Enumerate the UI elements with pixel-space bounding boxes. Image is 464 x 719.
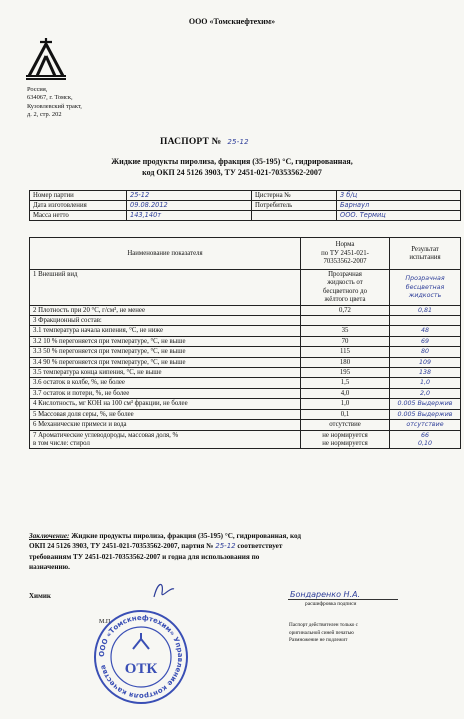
table-row [30, 336, 461, 346]
row-result: 48 [390, 326, 461, 336]
row-name: 5 Массовая доля серы, %, не более [30, 409, 301, 419]
col-header-result: Результат испытания [390, 238, 461, 270]
table-row [30, 316, 461, 326]
row-name: 7 Ароматические углеводороды, массовая доля, % в том числе: стирол [30, 430, 301, 449]
validity-note: Паспорт действителен только с оригинальной синей печатью Размножение не подлежит [289, 622, 358, 644]
chemist-label: Химик [29, 592, 51, 600]
row-result: 0.005 Выдержив [390, 409, 461, 419]
row-norm: отсутствие [301, 420, 390, 430]
row-name: 3.7 остаток и потери, %, не более [30, 388, 301, 398]
signature-line [288, 599, 398, 600]
row-result: 1,0 [390, 378, 461, 388]
company-address: Россия, 634067, г. Томск, Кузовлевский тракт, д. 2, стр. 202 [27, 86, 82, 119]
cistern-value: 3 б/ц [337, 191, 461, 201]
conclusion: Заключение: Жидкие продукты пиролиза, фракция (35-195) °С, гидрированная, код ОКП 24 5126 3903, ТУ 2451-021-70353562-2007, партия № 25-12 соответствует требованиям ТУ 2451-021-70353562-2007 и годна для использования по назначению. [29, 532, 302, 571]
table-row [30, 270, 461, 306]
row-name: 3.4 90 % перегоняется при температуре, °С, не выше [30, 357, 301, 367]
row-norm: 4,0 [301, 388, 390, 398]
row-result: 66 0,10 [390, 430, 461, 449]
row-norm: не нормируется не нормируется [301, 430, 390, 449]
row-name: 3.3 50 % перегоняется при температуре, °С, не выше [30, 347, 301, 357]
table-row [30, 420, 461, 430]
table-row [30, 326, 461, 336]
cistern-label: Цистерна № [252, 191, 337, 201]
mass-label: Масса нетто [30, 211, 127, 221]
stamp-place-label: М.П. [99, 619, 112, 625]
table-row [30, 409, 461, 419]
row-result: 0,81 [390, 305, 461, 315]
row-name: 1 Внешний вид [30, 270, 301, 306]
table-row [30, 378, 461, 388]
signature-caption: расшифровка подписи [305, 601, 357, 607]
quality-table [29, 237, 461, 449]
table-row [30, 347, 461, 357]
conclusion-batch: 25-12 [215, 542, 236, 551]
conclusion-label: Заключение: [29, 532, 70, 540]
row-norm: 195 [301, 368, 390, 378]
row-name: 3.2 10 % перегоняется при температуре, °С, не выше [30, 336, 301, 346]
table-body [30, 270, 461, 449]
company-logo-icon [26, 36, 66, 80]
consumer-label: Потребитель [252, 201, 337, 211]
row-result: Прозрачная бесцветная жидкость [390, 270, 461, 306]
row-norm: 0,72 [301, 305, 390, 315]
col-header-name: Наименование показателя [30, 238, 301, 270]
row-norm: 0,1 [301, 409, 390, 419]
row-norm: 35 [301, 326, 390, 336]
row-result: отсутствие [390, 420, 461, 430]
batch-info-table [29, 190, 461, 221]
row-norm: 115 [301, 347, 390, 357]
consumer-value: Барнаул [337, 201, 461, 211]
row-name: 3.5 температура конца кипения, °С, не выше [30, 368, 301, 378]
otk-stamp [93, 609, 189, 705]
date-label: Дата изготовления [30, 201, 127, 211]
batch-value: 25-12 [127, 191, 252, 201]
row-norm: 1,0 [301, 399, 390, 409]
product-subtitle: Жидкие продукты пиролиза, фракция (35-195) °С, гидрированная, код ОКП 24 5126 3903, ТУ 2451-021-70353562-2007 [111, 157, 353, 177]
passport-title: ПАСПОРТ № 25-12 [160, 137, 249, 147]
row-name: 6 Механические примеси и вода [30, 420, 301, 430]
row-name: 3.6 остаток в колбе, %, не более [30, 378, 301, 388]
table-row [30, 357, 461, 367]
stamp-ring-text: ООО «Томскнефтехим» Управление контроля качества [97, 613, 185, 701]
passport-number: 25-12 [227, 138, 249, 146]
row-name: 4 Кислотность, мг КОН на 100 см³ фракции, не более [30, 399, 301, 409]
date-value: 09.08.2012 [127, 201, 252, 211]
row-result: 80 [390, 347, 461, 357]
row-norm: 180 [301, 357, 390, 367]
table-row [30, 430, 461, 449]
chemist-signature [150, 579, 178, 601]
row-name: 2 Плотность при 20 °С, г/см³, не менее [30, 305, 301, 315]
row-result: 138 [390, 368, 461, 378]
row-norm [301, 316, 390, 326]
row-name: 3.1 температура начала кипения, °С, не ниже [30, 326, 301, 336]
table-row [30, 368, 461, 378]
row-norm: 70 [301, 336, 390, 346]
row-result: 109 [390, 357, 461, 367]
mass-value: 143,140т [127, 211, 252, 221]
row-norm: Прозрачная жидкость от бесцветного до жёлтого цвета [301, 270, 390, 306]
col-header-norm: Норма по ТУ 2451-021- 70353562-2007 [301, 238, 390, 270]
batch-label: Номер партии [30, 191, 127, 201]
row-result: 2,0 [390, 388, 461, 398]
stamp-center-text: ОТК [124, 661, 158, 677]
row-result: 0.005 Выдержив [390, 399, 461, 409]
row-name: 3 Фракционный состав: [30, 316, 301, 326]
row-result [390, 316, 461, 326]
row-norm: 1,5 [301, 378, 390, 388]
company-name: ООО «Томскнефтехим» [188, 17, 276, 26]
signature-name: Бондаренко Н.А. [290, 590, 361, 599]
consumer-value-2: ООО. Термиц [337, 211, 461, 221]
table-row [30, 399, 461, 409]
table-row [30, 305, 461, 315]
table-row [30, 388, 461, 398]
row-result: 69 [390, 336, 461, 346]
